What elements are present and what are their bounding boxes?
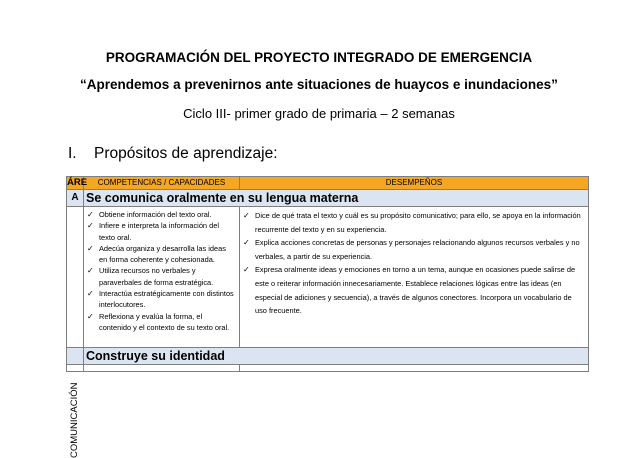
check-icon: ✓ (243, 265, 250, 275)
check-icon: ✓ (87, 266, 94, 276)
competency-heading-identity: Construye su identidad (84, 348, 589, 365)
cycle-line: Ciclo III- primer grado de primaria – 2 semanas (183, 106, 455, 121)
empty-cell (240, 365, 589, 372)
list-item: ✓ Reflexiona y evalúa la forma, el contenido y el contexto de su texto oral. (87, 311, 230, 332)
competency-heading-oral: Se comunica oralmente en su lengua materna (84, 190, 589, 207)
list-item: ✓ Obtiene información del texto oral. (87, 210, 212, 219)
check-icon: ✓ (87, 311, 94, 321)
purposes-table (66, 176, 589, 458)
capacidades-cell (84, 207, 240, 348)
area-cell (67, 207, 84, 458)
section-heading (68, 145, 278, 163)
document-title: PROGRAMACIÓN DEL PROYECTO INTEGRADO DE EMERGENCIA (105, 50, 533, 65)
check-icon: ✓ (87, 221, 94, 231)
desempenos-list (240, 207, 588, 320)
area-label-vertical: COMUNICACIÓN (69, 382, 80, 458)
header-competencias: COMPETENCIAS / CAPACIDADES (84, 177, 240, 190)
list-item: ✓ Adecúa organiza y desarrolla las ideas en forma coherente y cohesionada. (87, 243, 226, 265)
check-icon: ✓ (87, 243, 94, 253)
empty-cell (84, 365, 240, 372)
list-item: ✓ Dice de qué trata el texto y cuál es su propósito comunicativo; para ello, se apoya en la información recurrente del texto y en su experiencia. (243, 211, 581, 234)
header-area-cell (67, 177, 88, 190)
section-number: I. (68, 145, 77, 162)
capacidades-list (84, 207, 239, 335)
check-icon: ✓ (243, 238, 250, 248)
section-title: Propósitos de aprendizaje: (94, 145, 278, 162)
list-item: ✓ Expresa oralmente ideas y emociones en torno a un tema, aunque en ocasiones puede salirse de este o reiterar información innecesariamente. Establece relaciones lógicas entre las ideas (en especial de adiciones y secuencia), a través de algunos conectores. Incorpora un vocabulario de uso frecuente. (243, 265, 576, 316)
list-item: ✓ Infiere e interpreta la información del texto oral. (87, 221, 219, 242)
header-area-label: ÁRE (67, 177, 88, 188)
header-area-continuation: A (67, 190, 84, 207)
header-desempenos: DESEMPEÑOS (240, 177, 589, 190)
check-icon: ✓ (87, 210, 94, 219)
check-icon: ✓ (243, 211, 250, 220)
list-item: ✓ Interactúa estratégicamente con distintos interlocutores. (87, 289, 234, 310)
desempenos-cell (240, 207, 589, 348)
project-subtitle: “Aprendemos a prevenirnos ante situaciones de huaycos e inundaciones” (80, 77, 558, 92)
list-item: ✓ Explica acciones concretas de personas y personajes relacionando algunos recursos verbales y no verbales, a partir de su experiencia. (243, 238, 580, 261)
check-icon: ✓ (87, 289, 94, 299)
list-item: ✓ Utiliza recursos no verbales y paraverbales de forma estratégica. (87, 266, 214, 287)
